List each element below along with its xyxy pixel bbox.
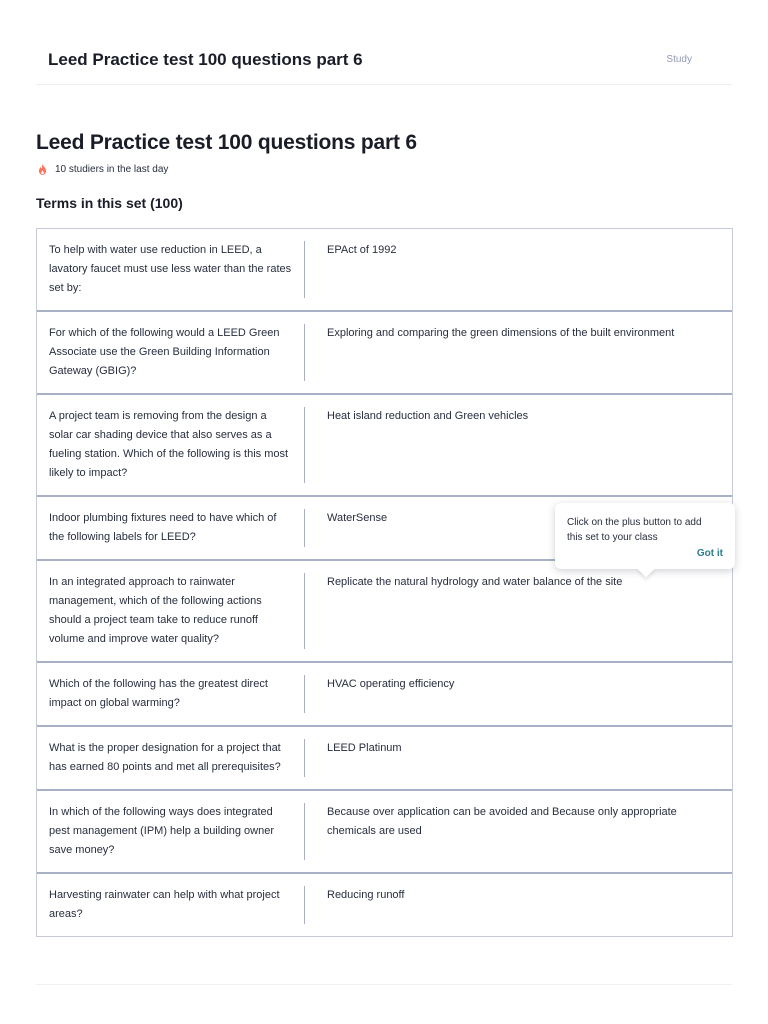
page-title: Leed Practice test 100 questions part 6 [36, 131, 417, 154]
study-link[interactable]: Study [666, 54, 692, 65]
studiers-count: 10 studiers in the last day [55, 163, 169, 175]
got-it-button[interactable]: Got it [696, 548, 723, 559]
term-card [37, 559, 732, 661]
term-text: What is the proper designation for a project that has earned 80 points and met all prerequisites? [37, 739, 305, 777]
term-text: Which of the following has the greatest direct impact on global warming? [37, 675, 305, 713]
term-card [37, 725, 732, 789]
definition-text: Heat island reduction and Green vehicles [327, 410, 529, 422]
definition-text: Because over application can be avoided and Because only appropriate chemicals are used [327, 806, 677, 837]
term-text: Harvesting rainwater can help with what project areas? [37, 886, 305, 924]
header-title: Leed Practice test 100 questions part 6 [48, 50, 363, 69]
term-text: A project team is removing from the design a solar car shading device that also serves as a fueling station. Which of the following is this most likely to impact? [37, 407, 305, 483]
add-to-class-tooltip [555, 503, 735, 569]
term-card [37, 872, 732, 936]
definition-text: LEED Platinum [327, 742, 402, 754]
definition-text: HVAC operating efficiency [327, 678, 455, 690]
definition-text: WaterSense [327, 512, 388, 524]
top-bar [36, 40, 732, 85]
term-card [37, 393, 732, 495]
terms-list [36, 228, 733, 937]
definition-text: EPAct of 1992 [327, 244, 397, 256]
term-card [37, 229, 732, 310]
term-card [37, 789, 732, 872]
term-text: In which of the following ways does integrated pest management (IPM) help a building owner save money? [37, 803, 305, 860]
term-card [37, 661, 732, 725]
studiers-info [36, 162, 168, 176]
tooltip-text: Click on the plus button to add this set to your class [567, 517, 702, 543]
definition-text: Exploring and comparing the green dimensions of the built environment [327, 327, 675, 339]
term-text: To help with water use reduction in LEED, a lavatory faucet must use less water than the rates set by: [37, 241, 305, 298]
flame-icon [38, 164, 47, 175]
footer-divider [36, 984, 732, 985]
definition-text: Reducing runoff [327, 889, 405, 901]
term-text: In an integrated approach to rainwater management, which of the following actions should a project team take to reduce runoff volume and improve water quality? [37, 573, 305, 649]
term-text: For which of the following would a LEED Green Associate use the Green Building Information Gateway (GBIG)? [37, 324, 305, 381]
definition-text: Replicate the natural hydrology and water balance of the site [327, 576, 623, 588]
terms-heading: Terms in this set (100) [36, 195, 183, 211]
term-card [37, 310, 732, 393]
term-text: Indoor plumbing fixtures need to have which of the following labels for LEED? [37, 509, 305, 547]
